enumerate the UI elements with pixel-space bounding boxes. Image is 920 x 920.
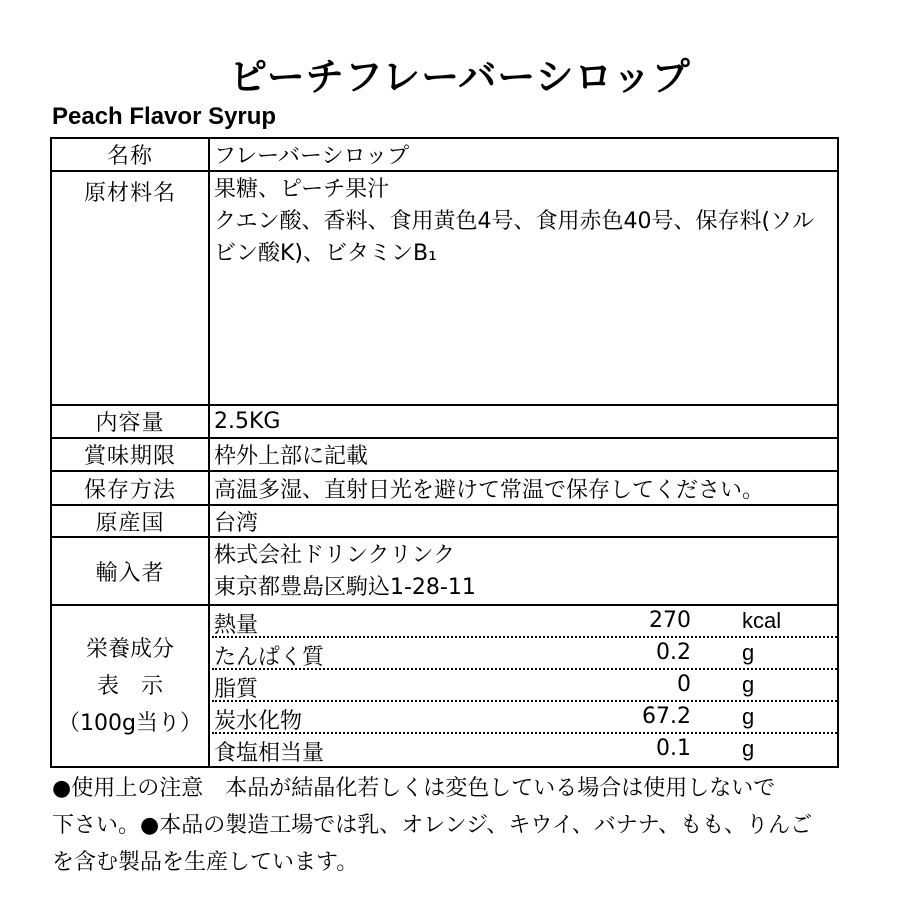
name-value: フレーバーシロップ: [214, 144, 410, 169]
label-table: [50, 137, 839, 768]
product-title: ピーチフレーバーシロップ: [229, 55, 691, 99]
nutrient-unit: g: [742, 704, 755, 729]
nutrient-name: 食塩相当量: [214, 741, 325, 766]
row-ingredients: [52, 172, 837, 406]
nutrition-label-line2: 表 示: [96, 673, 163, 699]
nutrient-name: 熱量: [214, 613, 259, 638]
nutrient-amount: 67.2: [642, 704, 691, 729]
nutrient-name: たんぱく質: [214, 645, 325, 670]
content-value: 2.5KG: [214, 409, 281, 434]
nutrient-unit: g: [742, 736, 755, 761]
row-name: [52, 139, 837, 172]
row-best-before: [52, 439, 837, 472]
product-subtitle: Peach Flavor Syrup: [52, 103, 277, 130]
usage-notes: [52, 770, 842, 881]
best-before-label: 賞味期限: [52, 439, 210, 470]
nutrition-row: [212, 734, 837, 766]
nutrient-amount: 0.1: [656, 736, 691, 761]
nutrition-row: [212, 606, 837, 638]
notes-line2: 下さい。●本品の製造工場では乳、オレンジ、キウイ、バナナ、もも、りんご: [52, 813, 813, 838]
nutrition-row: [212, 702, 837, 734]
ingredients-value: [214, 174, 829, 270]
nutrient-amount: 270: [649, 608, 691, 633]
nutrition-label: [52, 606, 210, 766]
nutrient-amount: 0.2: [656, 640, 691, 665]
ingredients-line1: 果糖、ピーチ果汁: [214, 177, 390, 202]
row-origin: [52, 506, 837, 538]
importer-label: 輸入者: [52, 538, 210, 604]
row-nutrition: [52, 606, 837, 766]
notes-line1: ●使用上の注意 本品が結晶化若しくは変色している場合は使用しないで: [52, 776, 776, 801]
storage-label: 保存方法: [52, 472, 210, 504]
nutrition-row: [212, 670, 837, 702]
nutrient-unit: g: [742, 640, 755, 665]
origin-value: 台湾: [214, 510, 259, 536]
importer-address: 東京都豊島区駒込1-28-11: [214, 575, 476, 600]
nutrient-name: 脂質: [214, 677, 259, 702]
nutrition-label-line1: 栄養成分: [85, 636, 174, 662]
importer-value: [214, 540, 831, 604]
nutrition-row: [212, 638, 837, 670]
row-content: [52, 406, 837, 439]
importer-company: 株式会社ドリンクリンク: [214, 543, 456, 568]
notes-line3: を含む製品を生産しています。: [52, 850, 359, 875]
row-storage: [52, 472, 837, 506]
ingredients-line2: クエン酸、香料、食用黄色4号、食用赤色40号、保存料(ソルビン酸K)、ビタミンB₁: [214, 209, 815, 266]
origin-label: 原産国: [52, 506, 210, 536]
row-importer: [52, 538, 837, 606]
nutrition-label-line3: （100g当り）: [58, 710, 202, 736]
content-label: 内容量: [52, 406, 210, 437]
nutrient-amount: 0: [677, 672, 691, 697]
storage-value: 高温多湿、直射日光を避けて常温で保存してください。: [214, 477, 765, 503]
ingredients-label: 原材料名: [52, 172, 210, 404]
name-label: 名称: [52, 139, 210, 170]
nutrient-unit: kcal: [742, 608, 782, 633]
nutrient-name: 炭水化物: [214, 709, 303, 734]
nutrient-unit: g: [742, 672, 755, 697]
best-before-value: 枠外上部に記載: [214, 444, 369, 469]
